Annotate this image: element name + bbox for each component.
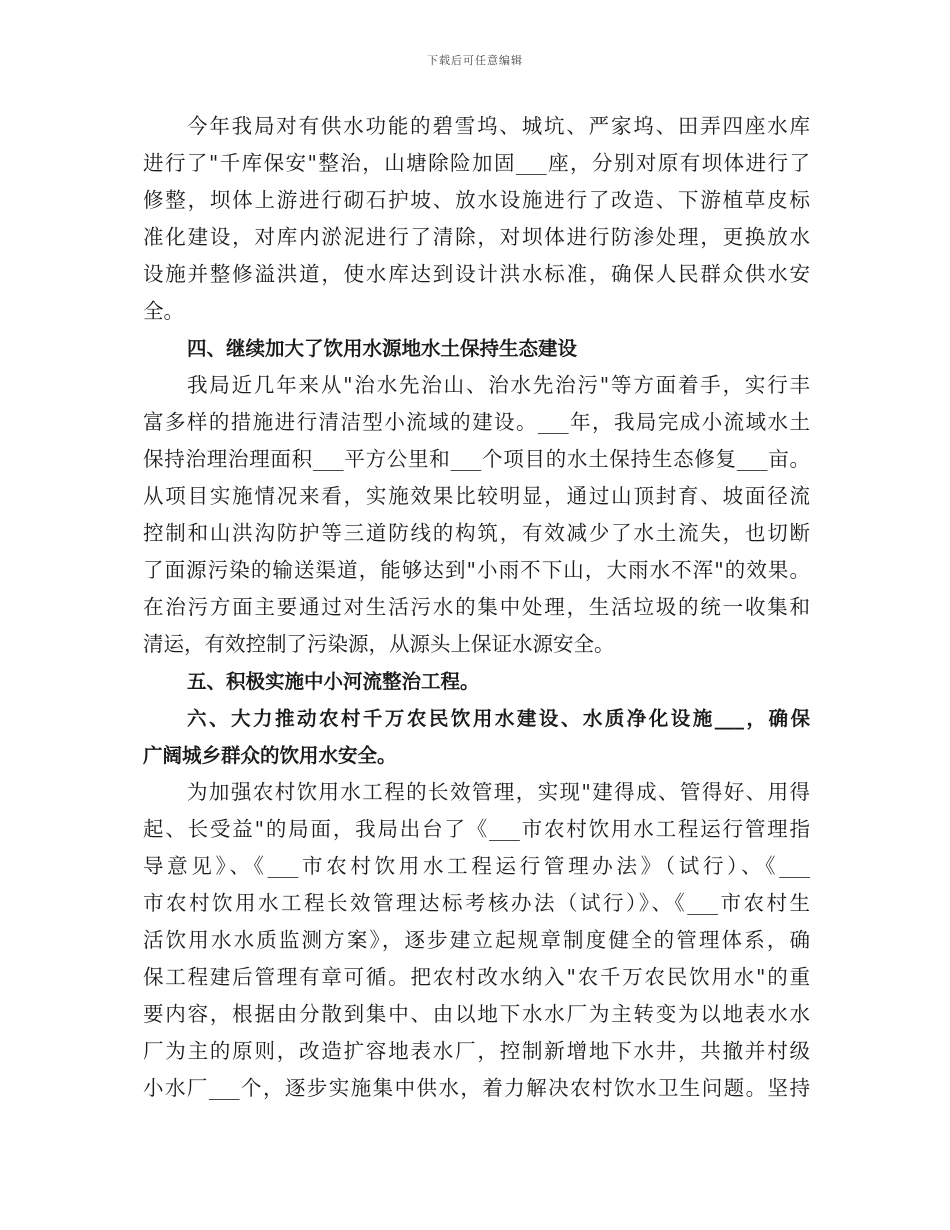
paragraph-line: 从项目实施情况来看，实施效果比较明显，通过山顶封育、坡面径流 <box>143 484 810 508</box>
paragraph-line: 富多样的措施进行清洁型小流域的建设。___年，我局完成小流域水土 <box>143 410 810 434</box>
section-heading-line: 四、继续加大了饮用水源地水土保持生态建设 <box>187 337 578 360</box>
paragraph-line: 在治污方面主要通过对生活污水的集中处理，生活垃圾的统一收集和 <box>143 595 810 619</box>
paragraph-line: 保工程建后管理有章可循。把农村改水纳入"农千万农民饮用水"的重 <box>143 965 810 989</box>
paragraph-line: 活饮用水水质监测方案》，逐步建立起规章制度健全的管理体系，确 <box>143 928 810 952</box>
paragraph-line: 为加强农村饮用水工程的长效管理，实现"建得成、管得好、用得 <box>187 780 810 804</box>
paragraph-line: 控制和山洪沟防护等三道防线的构筑，有效减少了水土流失，也切断 <box>143 521 810 545</box>
paragraph-line: 进行了"千库保安"整治，山塘除险加固___座，分别对原有坝体进行了 <box>143 151 810 175</box>
section-heading-line: 五、积极实施中小河流整治工程。 <box>187 670 480 693</box>
paragraph-line: 我局近几年来从"治水先治山、治水先治污"等方面着手，实行丰 <box>187 373 810 397</box>
paragraph-line: 全。 <box>143 299 184 323</box>
paragraph-line: 厂为主的原则，改造扩容地表水厂，控制新增地下水井，共撤并村级 <box>143 1039 810 1063</box>
document-body <box>143 108 810 1107</box>
paragraph-line: 准化建设，对库内淤泥进行了清除，对坝体进行防渗处理，更换放水 <box>143 225 810 249</box>
paragraph-line: 修整，坝体上游进行砌石护坡、放水设施进行了改造、下游植草皮标 <box>143 188 810 212</box>
section-heading-line: 广阔城乡群众的饮用水安全。 <box>143 744 397 767</box>
paragraph-line: 导意见》、《___市农村饮用水工程运行管理办法》（试行）、《___ <box>143 854 810 878</box>
paragraph-line: 小水厂___个，逐步实施集中供水，着力解决农村饮水卫生问题。坚持 <box>143 1076 810 1100</box>
paragraph-line: 要内容，根据由分散到集中、由以地下水水厂为主转变为以地表水水 <box>143 1002 810 1026</box>
paragraph-line: 保持治理治理面积___平方公里和___个项目的水土保持生态修复___亩。 <box>143 447 810 471</box>
paragraph-line: 清运，有效控制了污染源，从源头上保证水源安全。 <box>143 632 615 656</box>
page-header: 下载后可任意编辑 <box>427 54 523 67</box>
paragraph-line: 了面源污染的输送渠道，能够达到"小雨不下山，大雨水不浑"的效果。 <box>143 558 810 582</box>
paragraph-line: 市农村饮用水工程长效管理达标考核办法（试行）》、《___市农村生 <box>143 891 810 915</box>
paragraph-line: 起、长受益"的局面，我局出台了《___市农村饮用水工程运行管理指 <box>143 817 810 841</box>
paragraph-line: 今年我局对有供水功能的碧雪坞、城坑、严家坞、田弄四座水库 <box>187 114 810 138</box>
section-heading-line: 六、大力推动农村千万农民饮用水建设、水质净化设施___，确保 <box>187 707 810 730</box>
paragraph-line: 设施并整修溢洪道，使水库达到设计洪水标准，确保人民群众供水安 <box>143 262 810 286</box>
